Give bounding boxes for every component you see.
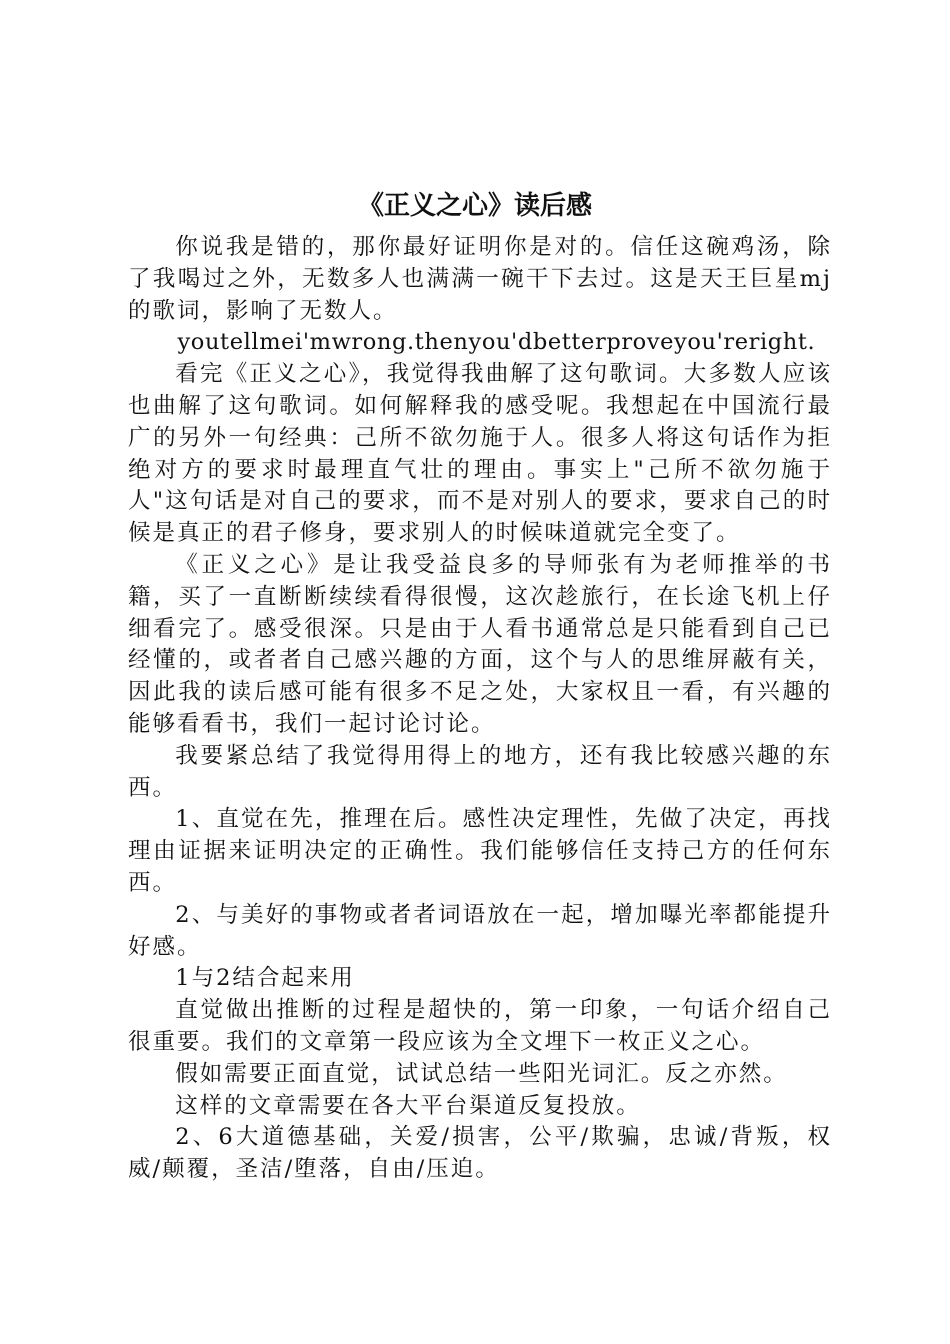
paragraph: 2、6大道德基础，关爱/损害，公平/欺骗，忠诚/背叛，权威/颠覆，圣洁/堕落，自由/压迫。 — [128, 1124, 832, 1183]
paragraph-lyric: youtellmei'mwrong.thenyou'dbetterproveyou'reright. — [177, 329, 816, 356]
paragraph: 直觉做出推断的过程是超快的，第一印象，一句话介绍自己很重要。我们的文章第一段应该为全文埋下一枚正义之心。 — [128, 997, 832, 1055]
paragraph: 看完《正义之心》，我觉得我曲解了这句歌词。大多数人应该也曲解了这句歌词。如何解释我的感受呢。我想起在中国流行最广的另外一句经典：己所不欲勿施于人。很多人将这句话作为拒绝对方的要求时最理直气壮的理由。事实上"己所不欲勿施于人"这句话是对自己的要求，而不是对别人的要求，要求自己的时候是真正的君子修身，要求别人的时候味道就完全变了。 — [128, 361, 832, 547]
paragraph: 你说我是错的，那你最好证明你是对的。信任这碗鸡汤，除了我喝过之外，无数多人也满满一碗干下去过。这是天王巨星mj的歌词，影响了无数人。 — [128, 234, 832, 324]
paragraph: 《正义之心》是让我受益良多的导师张有为老师推举的书籍，买了一直断断续续看得很慢，这次趁旅行，在长途飞机上仔细看完了。感受很深。只是由于人看书通常总是只能看到自己已经懂的，或者者自己感兴趣的方面，这个与人的思维屏蔽有关，因此我的读后感可能有很多不足之处，大家权且一看，有兴趣的能够看看书，我们一起讨论讨论。 — [128, 551, 832, 737]
paragraph: 这样的文章需要在各大平台渠道反复投放。 — [175, 1092, 641, 1119]
paragraph: 我要紧总结了我觉得用得上的地方，还有我比较感兴趣的东西。 — [128, 742, 832, 801]
paragraph: 1、直觉在先，推理在后。感性决定理性，先做了决定，再找理由证据来证明决定的正确性。我们能够信任支持己方的任何东西。 — [128, 806, 832, 896]
document-title: 《正义之心》读后感 — [357, 191, 592, 221]
paragraph: 1与2结合起来用 — [175, 965, 355, 992]
paragraph: 2、与美好的事物或者者词语放在一起，增加曝光率都能提升好感。 — [128, 901, 832, 960]
paragraph: 假如需要正面直觉，试试总结一些阳光词汇。反之亦然。 — [175, 1060, 788, 1087]
document-body — [128, 232, 832, 1186]
